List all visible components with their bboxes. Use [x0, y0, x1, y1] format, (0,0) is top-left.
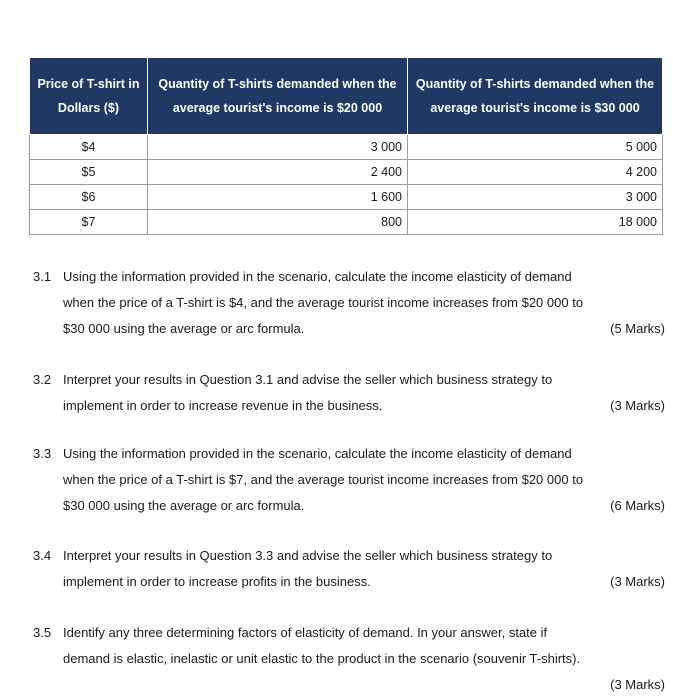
- cell-quantity-30000: 5 000: [408, 135, 663, 160]
- question-line: when the price of a T-shirt is $4, and the average tourist income increases from $20 000 to: [63, 295, 584, 310]
- cell-quantity-30000: 4 200: [408, 160, 663, 185]
- cell-quantity-20000: 1 600: [148, 185, 408, 210]
- question-line: $30 000 using the average or arc formula.: [63, 321, 305, 336]
- cell-quantity-30000: 3 000: [408, 185, 663, 210]
- cell-price: $5: [30, 160, 148, 185]
- table-row: [30, 210, 663, 235]
- question-marks: (5 Marks): [610, 321, 665, 336]
- question-line: Using the information provided in the scenario, calculate the income elasticity of demand: [63, 269, 572, 284]
- question-marks: (3 Marks): [610, 677, 665, 692]
- question-text: [63, 543, 663, 595]
- question-line: demand is elastic, inelastic or unit elastic to the product in the scenario (souvenir T-shirts).: [63, 651, 581, 666]
- cell-quantity-20000: 800: [148, 210, 408, 235]
- table-row: [30, 185, 663, 210]
- question-number: 3.5: [33, 625, 52, 640]
- question-line: Interpret your results in Question 3.3 and advise the seller which business strategy to: [63, 548, 553, 563]
- question-number: 3.2: [33, 372, 52, 387]
- cell-quantity-20000: 2 400: [148, 160, 408, 185]
- table-row: [30, 135, 663, 160]
- question-line: implement in order to increase profits in the business.: [63, 574, 371, 589]
- cell-price: $6: [30, 185, 148, 210]
- question-text: [63, 264, 663, 342]
- table-body: [30, 135, 663, 235]
- question-marks: (3 Marks): [610, 398, 665, 413]
- cell-price: $7: [30, 210, 148, 235]
- cell-quantity-30000: 18 000: [408, 210, 663, 235]
- question-text: [63, 367, 663, 419]
- question-line: $30 000 using the average or arc formula.: [63, 498, 305, 513]
- cell-price: $4: [30, 135, 148, 160]
- table-header: [30, 58, 663, 135]
- question-number: 3.1: [33, 269, 52, 284]
- question-line: when the price of a T-shirt is $7, and the average tourist income increases from $20 000 to: [63, 472, 584, 487]
- question-marks: (3 Marks): [610, 574, 665, 589]
- question-text: [63, 441, 663, 519]
- header-row: [30, 58, 663, 135]
- header-quantity-30000: Quantity of T-shirts demanded when the average tourist's income is $30 000: [408, 58, 663, 135]
- question-line: Using the information provided in the scenario, calculate the income elasticity of demand: [63, 446, 572, 461]
- question-text: [63, 620, 663, 672]
- question-line: implement in order to increase revenue in the business.: [63, 398, 383, 413]
- cell-quantity-20000: 3 000: [148, 135, 408, 160]
- question-number: 3.3: [33, 446, 52, 461]
- table-row: [30, 160, 663, 185]
- header-quantity-20000: Quantity of T-shirts demanded when the average tourist's income is $20 000: [148, 58, 408, 135]
- header-price: Price of T-shirt in Dollars ($): [30, 58, 148, 135]
- demand-table: [29, 57, 663, 235]
- question-number: 3.4: [33, 548, 52, 563]
- question-marks: (6 Marks): [610, 498, 665, 513]
- question-line: Identify any three determining factors of elasticity of demand. In your answer, state if: [63, 625, 548, 640]
- question-line: Interpret your results in Question 3.1 and advise the seller which business strategy to: [63, 372, 553, 387]
